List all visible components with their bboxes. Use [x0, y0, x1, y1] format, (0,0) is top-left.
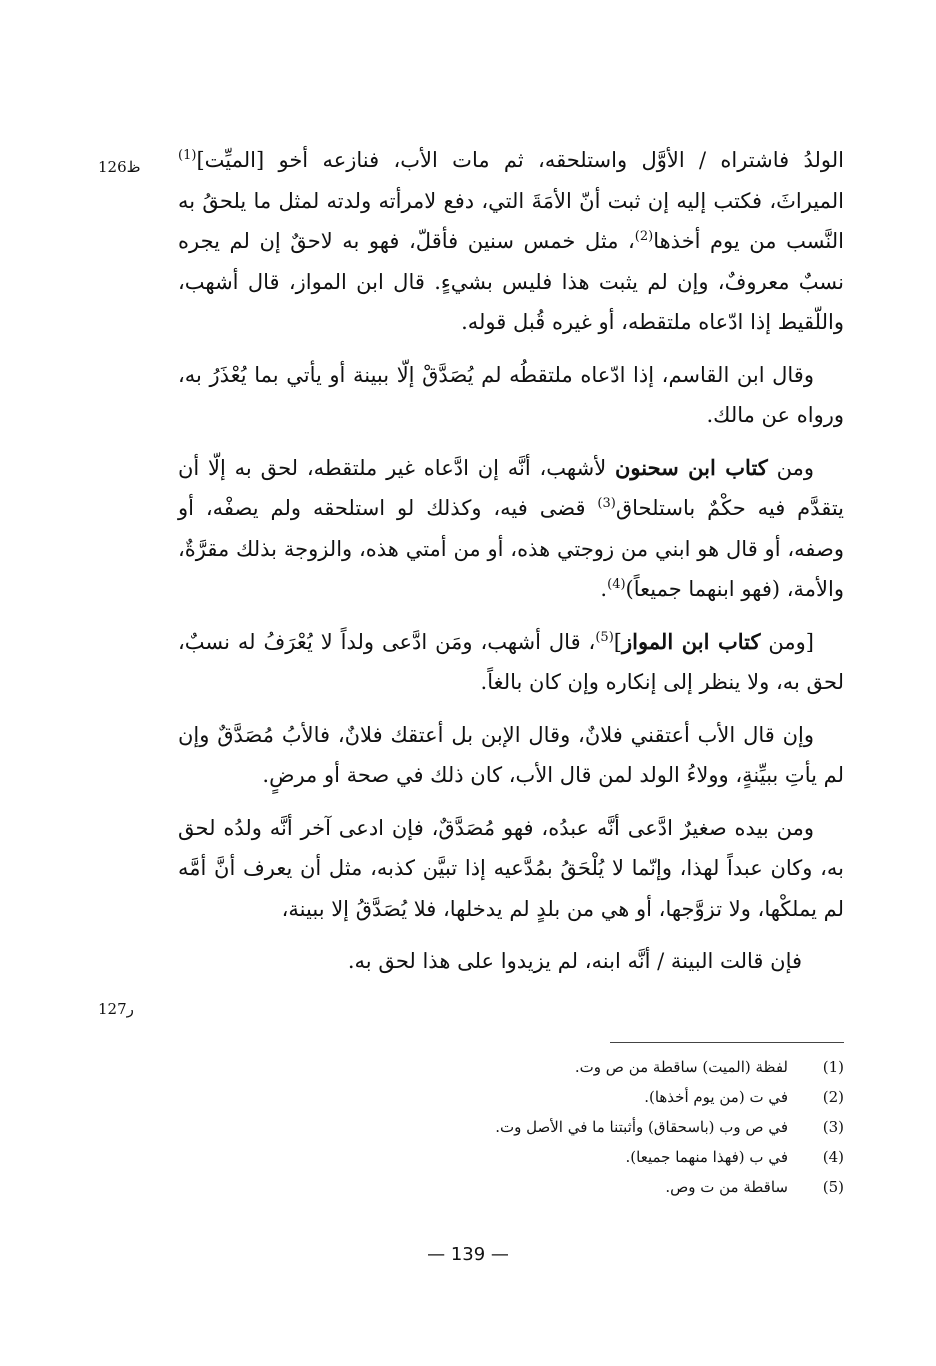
paragraph — [178, 941, 844, 982]
paragraph — [178, 140, 844, 343]
text-run: ] — [613, 629, 622, 654]
footnote-text: ساقطة من ت وص. — [665, 1178, 788, 1196]
footnote-text: لفظة (الميت) ساقطة من ص وت. — [574, 1058, 788, 1076]
footnote-reference: (4) — [607, 577, 626, 592]
footnote — [300, 1052, 844, 1082]
footnote-text: في ص وب (باسحقاق) وأثبتنا ما في الأصل وت. — [495, 1118, 788, 1136]
text-run: ، مثل خمس سنين فأقلّ، فهو به لاحقٌ إن لم يجره نسبٌ معروفٌ، وإن لم يثبت هذا فليس بشيءٍ. قال ابن المواز، قال أشهب، واللّقيط إذا ادّعاه ملتقطه، أو غيره قُبل قوله. — [178, 229, 844, 334]
paragraph — [178, 622, 844, 703]
footnote — [300, 1112, 844, 1142]
footnote-text: في ب (فهذا منهما جميعا). — [625, 1148, 788, 1166]
text-run: ومن بيده صغيرٌ ادَّعى أنَّه عبدُه، فهو مُصَدَّقٌ، فإن ادعى آخر أنَّه ولدُه لحق به، وكان عبداً لهذا، وإنّما لا يُلْحَقُ بمُدَّعيه إذا تبيَّن كذبه، مثل أن يعرف أنَّ أمَّه لم يملكْها، ولا تزوَّجها، أو هي من بلدٍ لم يدخلها، فلا يُصَدَّقُ إلا ببينة، — [178, 815, 844, 921]
margin-note-folio: 126ظ — [98, 158, 141, 176]
text-run: الولدُ فاشتراه / الأوَّل واستلحقه، ثم مات الأب، فنازعه أخو [الميِّت] — [196, 148, 844, 172]
paragraph — [178, 808, 844, 930]
footnote-number: (2) — [822, 1088, 844, 1106]
text-run: وإن قال الأب أعتقني فلانٌ، وقال الإبن بل أعتقك فلانٌ، فالأبُ مُصَدَّقٌ وإن لم يأتِ ببيِّنةٍ، وولاءُ الولد لمن قال الأب، كان ذلك في صحة أو مرضٍ. — [178, 722, 844, 787]
paragraph — [178, 448, 844, 610]
text-run: وقال ابن القاسم، إذا ادّعاه ملتقطُه لم يُصَدَّقْ إلّا ببينة أو يأتي بما يُعْذَرُ به، ورواه عن مالك. — [178, 362, 844, 427]
footnote-text: في ت (من يوم أخذها). — [644, 1088, 788, 1106]
text-run: الميراثَ، فكتب إليه إن ثبت أنّ الأمَةَ التي، دفع لامرأته ولدته لمثل ما يلحقُ به النَّسب من يوم أخذها — [178, 188, 844, 253]
footnote-reference: (3) — [597, 496, 616, 511]
footnote-number: (3) — [822, 1118, 844, 1136]
book-title: كتاب ابن سحنون — [614, 454, 768, 480]
text-run: ومن — [767, 455, 814, 480]
footnotes — [300, 1052, 844, 1202]
text-run: [ومن — [760, 629, 814, 654]
text-run: . — [600, 577, 608, 601]
margin-note-folio: 127ر — [98, 1000, 134, 1018]
footnote-reference: (2) — [634, 229, 654, 244]
paragraph — [178, 715, 844, 796]
footnote-reference: (5) — [595, 629, 614, 645]
paragraph — [178, 355, 844, 436]
footnote — [300, 1142, 844, 1172]
text-run: ، قال أشهب، ومَن ادَّعى ولداً لا يُعْرَفُ له نسبٌ، لحق به، ولا ينظر إلى إنكاره وإن كان بالغاً. — [178, 629, 844, 694]
footnote-reference: (1) — [178, 148, 197, 163]
footnote-number: (4) — [822, 1148, 844, 1166]
footnote — [300, 1172, 844, 1202]
footnote-separator — [610, 1042, 844, 1043]
footnote-number: (1) — [822, 1058, 844, 1076]
footnote-number: (5) — [822, 1178, 844, 1196]
text-run: قضى فيه، وكذلك لو استلحقه ولم يصفْه، أو وصفه، أو قال هو ابني من زوجتي هذه، أو من أمتي هذه، والزوجة بذلك مقرَّةٌ، والأمة، (فهو ابنهما جميعاً) — [178, 496, 844, 601]
main-text — [178, 140, 844, 994]
page-number: — 139 — — [427, 1244, 509, 1265]
book-title: كتاب ابن المواز — [621, 628, 761, 654]
text-run: فإن قالت البينة / أنَّه ابنه، لم يزيدوا على هذا لحق به. — [347, 949, 802, 973]
text-run: لأشهب، أنَّه إن ادَّعاه غير ملتقطه، لحق به إلّا أن يتقدَّم فيه حكْمٌ باستلحاق — [178, 455, 845, 520]
footnote — [300, 1082, 844, 1112]
